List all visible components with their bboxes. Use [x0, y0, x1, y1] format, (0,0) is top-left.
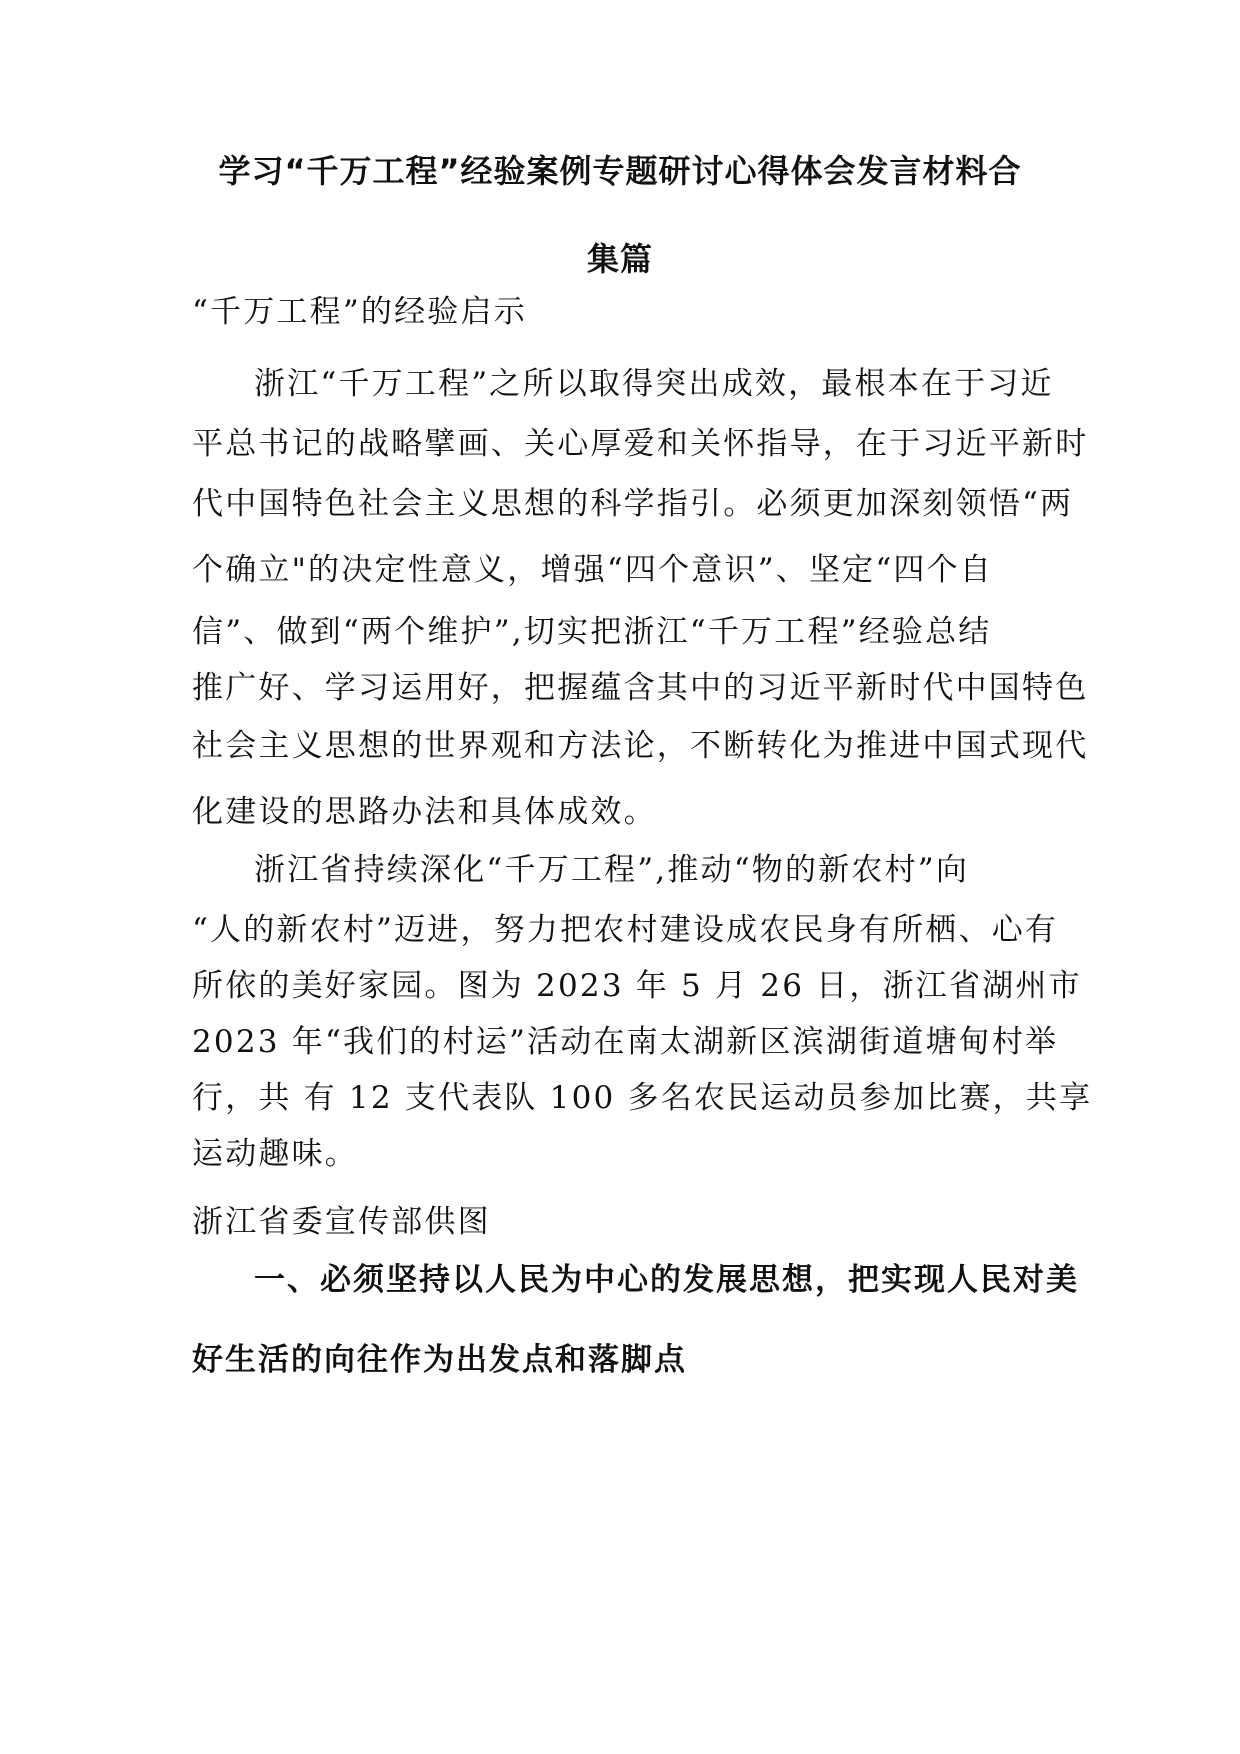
document-title-line-2: 集篇	[586, 240, 653, 278]
paragraph-2-line: 2023 年“我们的村运”活动在南太湖新区滨湖街道塘甸村举	[192, 1024, 1059, 1060]
paragraph-2-line: 运动趣味。	[192, 1136, 358, 1172]
subtitle: “千万工程”的经验启示	[192, 294, 527, 330]
paragraph-1-line: 代中国特色社会主义思想的科学指引。必须更加深刻领悟“两	[192, 486, 1074, 522]
section-1-heading-line-1: 一、必须坚持以人民为中心的发展思想，把实现人民对美	[254, 1262, 1079, 1298]
document-title-line-1: 学习“千万工程”经验案例专题研讨心得体会发言材料合	[218, 152, 1022, 190]
paragraph-1-line: 社会主义思想的世界观和方法论，不断转化为推进中国式现代	[192, 728, 1089, 764]
paragraph-2-line: 所依的美好家园。图为 2023 年 5 月 26 日，浙江省湖州市	[192, 968, 1082, 1004]
section-1-heading-line-2: 好生活的向往作为出发点和落脚点	[192, 1342, 687, 1378]
paragraph-1-line: 浙江“千万工程”之所以取得突出成效，最根本在于习近	[254, 366, 1054, 402]
paragraph-2-line: 行，共 有 12 支代表队 100 多名农民运动员参加比赛，共享	[192, 1080, 1093, 1116]
photo-credit: 浙江省委宣传部供图	[192, 1204, 491, 1240]
paragraph-1-line: 平总书记的战略擘画、关心厚爱和关怀指导，在于习近平新时	[192, 426, 1089, 462]
paragraph-1-line: 信”、做到“两个维护”,切实把浙江“千万工程”经验总结	[192, 614, 992, 650]
paragraph-1-line: 推广好、学习运用好，把握蕴含其中的习近平新时代中国特色	[192, 670, 1089, 706]
paragraph-1-line: 化建设的思路办法和具体成效。	[192, 794, 657, 830]
paragraph-2-line: 浙江省持续深化“千万工程”,推动“物的新农村”向	[254, 852, 970, 888]
paragraph-1-line: 个确立"的决定性意义，增强“四个意识”、坚定“四个自	[192, 552, 994, 588]
paragraph-2-line: “人的新农村”迈进，努力把农村建设成农民身有所栖、心有	[192, 912, 1059, 948]
